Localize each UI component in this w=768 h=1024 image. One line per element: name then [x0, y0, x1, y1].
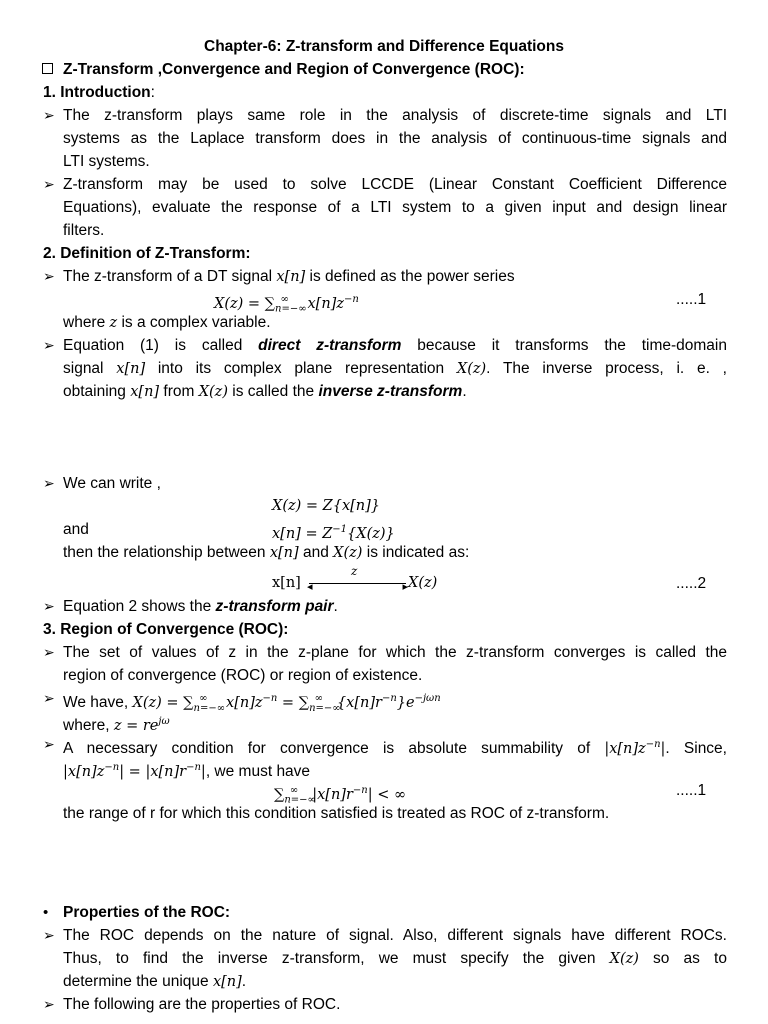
- heading-properties: Properties of the ROC:: [63, 904, 231, 921]
- roc-line: region of convergence (ROC) or region of existence.: [63, 667, 423, 684]
- pair-right: X(z): [408, 575, 438, 591]
- arrow-bullet-icon: ➢: [43, 736, 55, 752]
- roc-definition-line: the range of r for which this condition satisfied is treated as ROC of z-transform.: [63, 805, 610, 822]
- arrow-bullet-icon: ➢: [43, 176, 55, 192]
- arrow-bullet-icon: ➢: [43, 598, 55, 614]
- direct-z-line: obtaining x[n] from X(z) is called the inverse z-transform.: [63, 383, 467, 400]
- arrow-bullet-icon: ➢: [43, 927, 55, 943]
- equation-z-transform: $X(z) = \sum_{n=-\infty}^\infty$ $x[n]z^{-n}$: [214, 294, 359, 315]
- roc-equation-line: We have, $X(z) = \sum_{n=-\infty}^\infty$ $x[n]z^{-n} = \sum_{n=-\infty}^\infty$ $\{x[n]r^{-n}\}e^{-j\omega n}$: [63, 693, 441, 714]
- arrow-bullet-icon: ➢: [43, 268, 55, 284]
- properties-line: The following are the properties of ROC.: [63, 996, 341, 1013]
- pair-text: Equation 2 shows the z-transform pair.: [63, 598, 338, 615]
- we-can-write: We can write ,: [63, 475, 161, 492]
- where-line: where z is a complex variable.: [63, 314, 271, 331]
- pair-arrow-label: z: [351, 564, 358, 578]
- relationship-line: then the relationship between x[n] and X(z) is indicated as:: [63, 544, 470, 561]
- equation-inverse: $x[n] = Z^{-1}\{X(z)\}$: [272, 524, 395, 542]
- properties-line: determine the unique x[n].: [63, 973, 247, 990]
- arrow-bullet-icon: ➢: [43, 337, 55, 353]
- direct-z-line: Equation (1) is called direct z-transform because it transforms the time-domain: [63, 337, 727, 354]
- intro-line: Equations), evaluate the response of a LTI system to a given input and design linear: [63, 199, 727, 216]
- properties-line: The ROC depends on the nature of signal. Also, different signals have different ROCs.: [63, 927, 727, 944]
- heading-introduction: 1. Introduction:: [43, 84, 155, 101]
- section-heading-row: [0, 58, 768, 81]
- intro-line: systems as the Laplace transform does in the analysis of continuous-time signals and: [63, 130, 727, 147]
- and-label: and: [63, 521, 89, 538]
- intro-line: The z-transform plays same role in the analysis of discrete-time signals and LTI: [63, 107, 727, 124]
- equation-summability: $\sum_{n=-\infty}^\infty$ $|x[n]r^{-n}|$ < ∞: [274, 785, 407, 806]
- arrow-bullet-icon: ➢: [43, 644, 55, 660]
- intro-line: filters.: [63, 222, 105, 239]
- condition-line: $|x[n]z^{-n}| = |x[n]r^{-n}|$, we must have: [63, 762, 311, 780]
- heading-definition: 2. Definition of Z-Transform:: [43, 245, 251, 262]
- equation-number: .....2: [676, 575, 707, 592]
- intro-line: Z-transform may be used to solve LCCDE (Linear Constant Coefficient Difference: [63, 176, 727, 193]
- arrow-bullet-icon: ➢: [43, 107, 55, 123]
- roc-line: The set of values of z in the z-plane for which the z-transform converges is called the: [63, 644, 727, 661]
- arrow-bullet-icon: ➢: [43, 475, 55, 491]
- equation-number: .....1: [676, 291, 707, 308]
- heading-roc: 3. Region of Convergence (ROC):: [43, 621, 289, 638]
- properties-line: Thus, to find the inverse z-transform, we must specify the given X(z) so as to: [63, 950, 727, 967]
- section-heading: Z-Transform ,Convergence and Region of Convergence (ROC):: [63, 61, 525, 78]
- arrow-bullet-icon: ➢: [43, 690, 55, 706]
- dot-bullet-icon: •: [43, 904, 49, 921]
- pair-left: x[n]: [272, 575, 301, 591]
- condition-line: A necessary condition for convergence is absolute summability of $|x[n]z^{-n}|$. Since,: [63, 739, 727, 757]
- direct-z-line: signal x[n] into its complex plane representation X(z). The inverse process, i. e. ,: [63, 360, 727, 377]
- arrow-bullet-icon: ➢: [43, 996, 55, 1012]
- roc-where-line: where, $z = re^{j\omega}$: [63, 716, 170, 734]
- checkbox-icon: [42, 63, 53, 74]
- equation-number: .....1: [676, 782, 707, 799]
- equation-forward: X(z) = Z{x[n]}: [272, 498, 380, 514]
- definition-line: The z-transform of a DT signal x[n] is defined as the power series: [63, 268, 515, 285]
- page-title: Chapter-6: Z-transform and Difference Equations: [204, 38, 564, 55]
- intro-line: LTI systems.: [63, 153, 150, 170]
- double-arrow-icon: ◂ ▸: [307, 581, 408, 593]
